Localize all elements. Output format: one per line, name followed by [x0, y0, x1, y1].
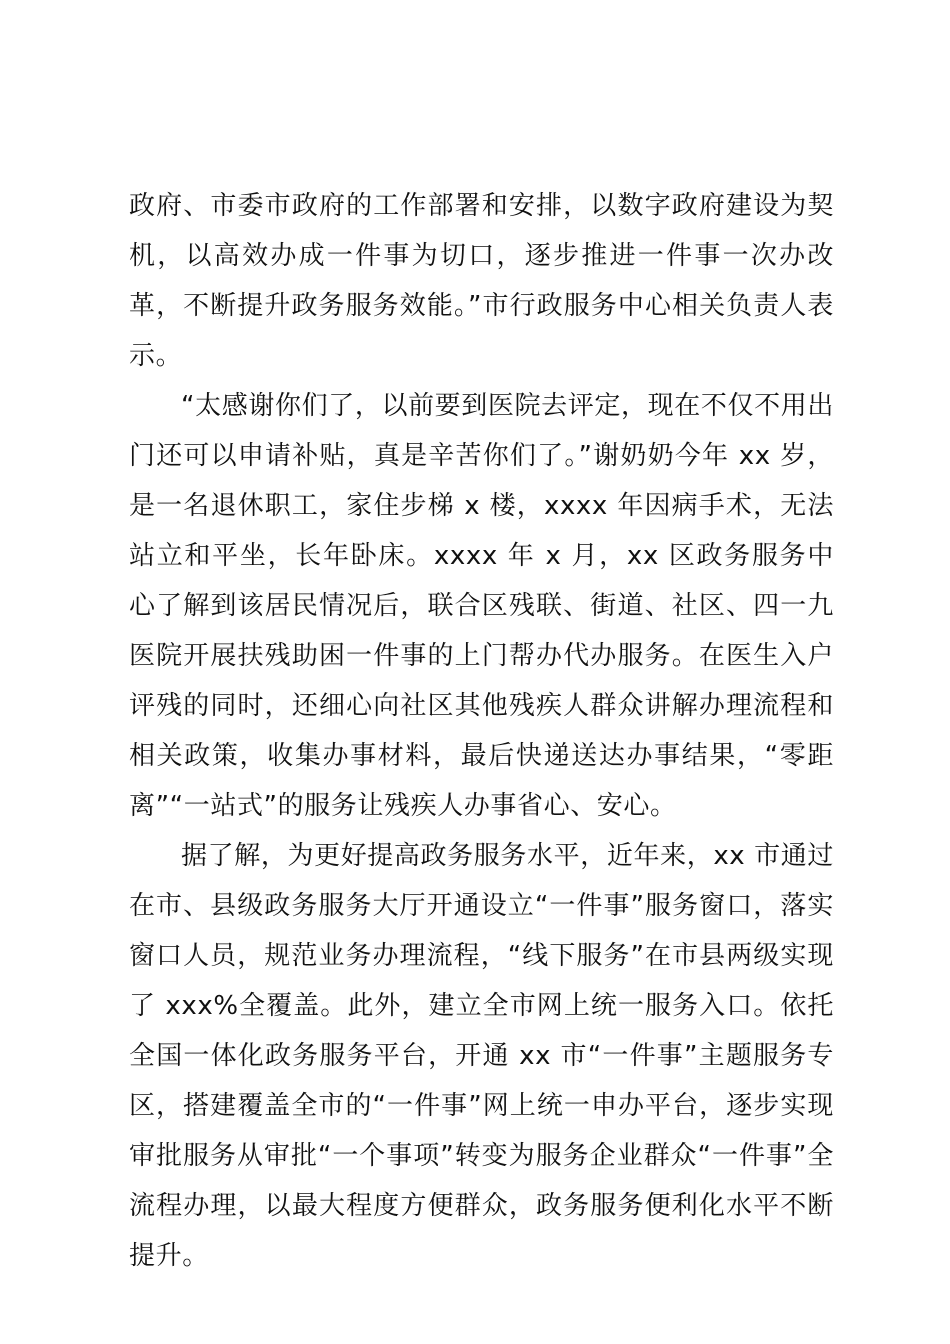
- paragraph-continuation: 政府、市委市政府的工作部署和安排，以数字政府建设为契机，以高效办成一件事为切口，逐步推进一件事一次办改革，不断提升政务服务效能。”市行政服务中心相关负责人表示。: [129, 191, 834, 371]
- document-body: [129, 181, 834, 1281]
- paragraph-city-measures: 据了解，为更好提高政务服务水平，近年来，xx 市通过在市、县级政务服务大厅开通设立“一件事”服务窗口，落实窗口人员，规范业务办理流程，“线下服务”在市县两级实现了 xxx%全覆盖。此外，建立全市网上统一服务入口。依托全国一体化政务服务平台，开通 xx 市“一件事”主题服务专区，搭建覆盖全市的“一件事”网上统一申办平台，逐步实现审批服务从审批“一个事项”转变为服务企业群众“一件事”全流程办理，以最大程度方便群众，政务服务便利化水平不断提升。: [129, 841, 834, 1271]
- paragraph-quote-story: “太感谢你们了，以前要到医院去评定，现在不仅不用出门还可以申请补贴，真是辛苦你们了。”谢奶奶今年 xx 岁，是一名退休职工，家住步梯 x 楼，xxxx 年因病手术，无法站立和平坐，长年卧床。xxxx 年 x 月，xx 区政务服务中心了解到该居民情况后，联合区残联、街道、社区、四一九医院开展扶残助困一件事的上门帮办代办服务。在医生入户评残的同时，还细心向社区其他残疾人群众讲解办理流程和相关政策，收集办事材料，最后快递送达办事结果，“零距离”“一站式”的服务让残疾人办事省心、安心。: [129, 391, 834, 821]
